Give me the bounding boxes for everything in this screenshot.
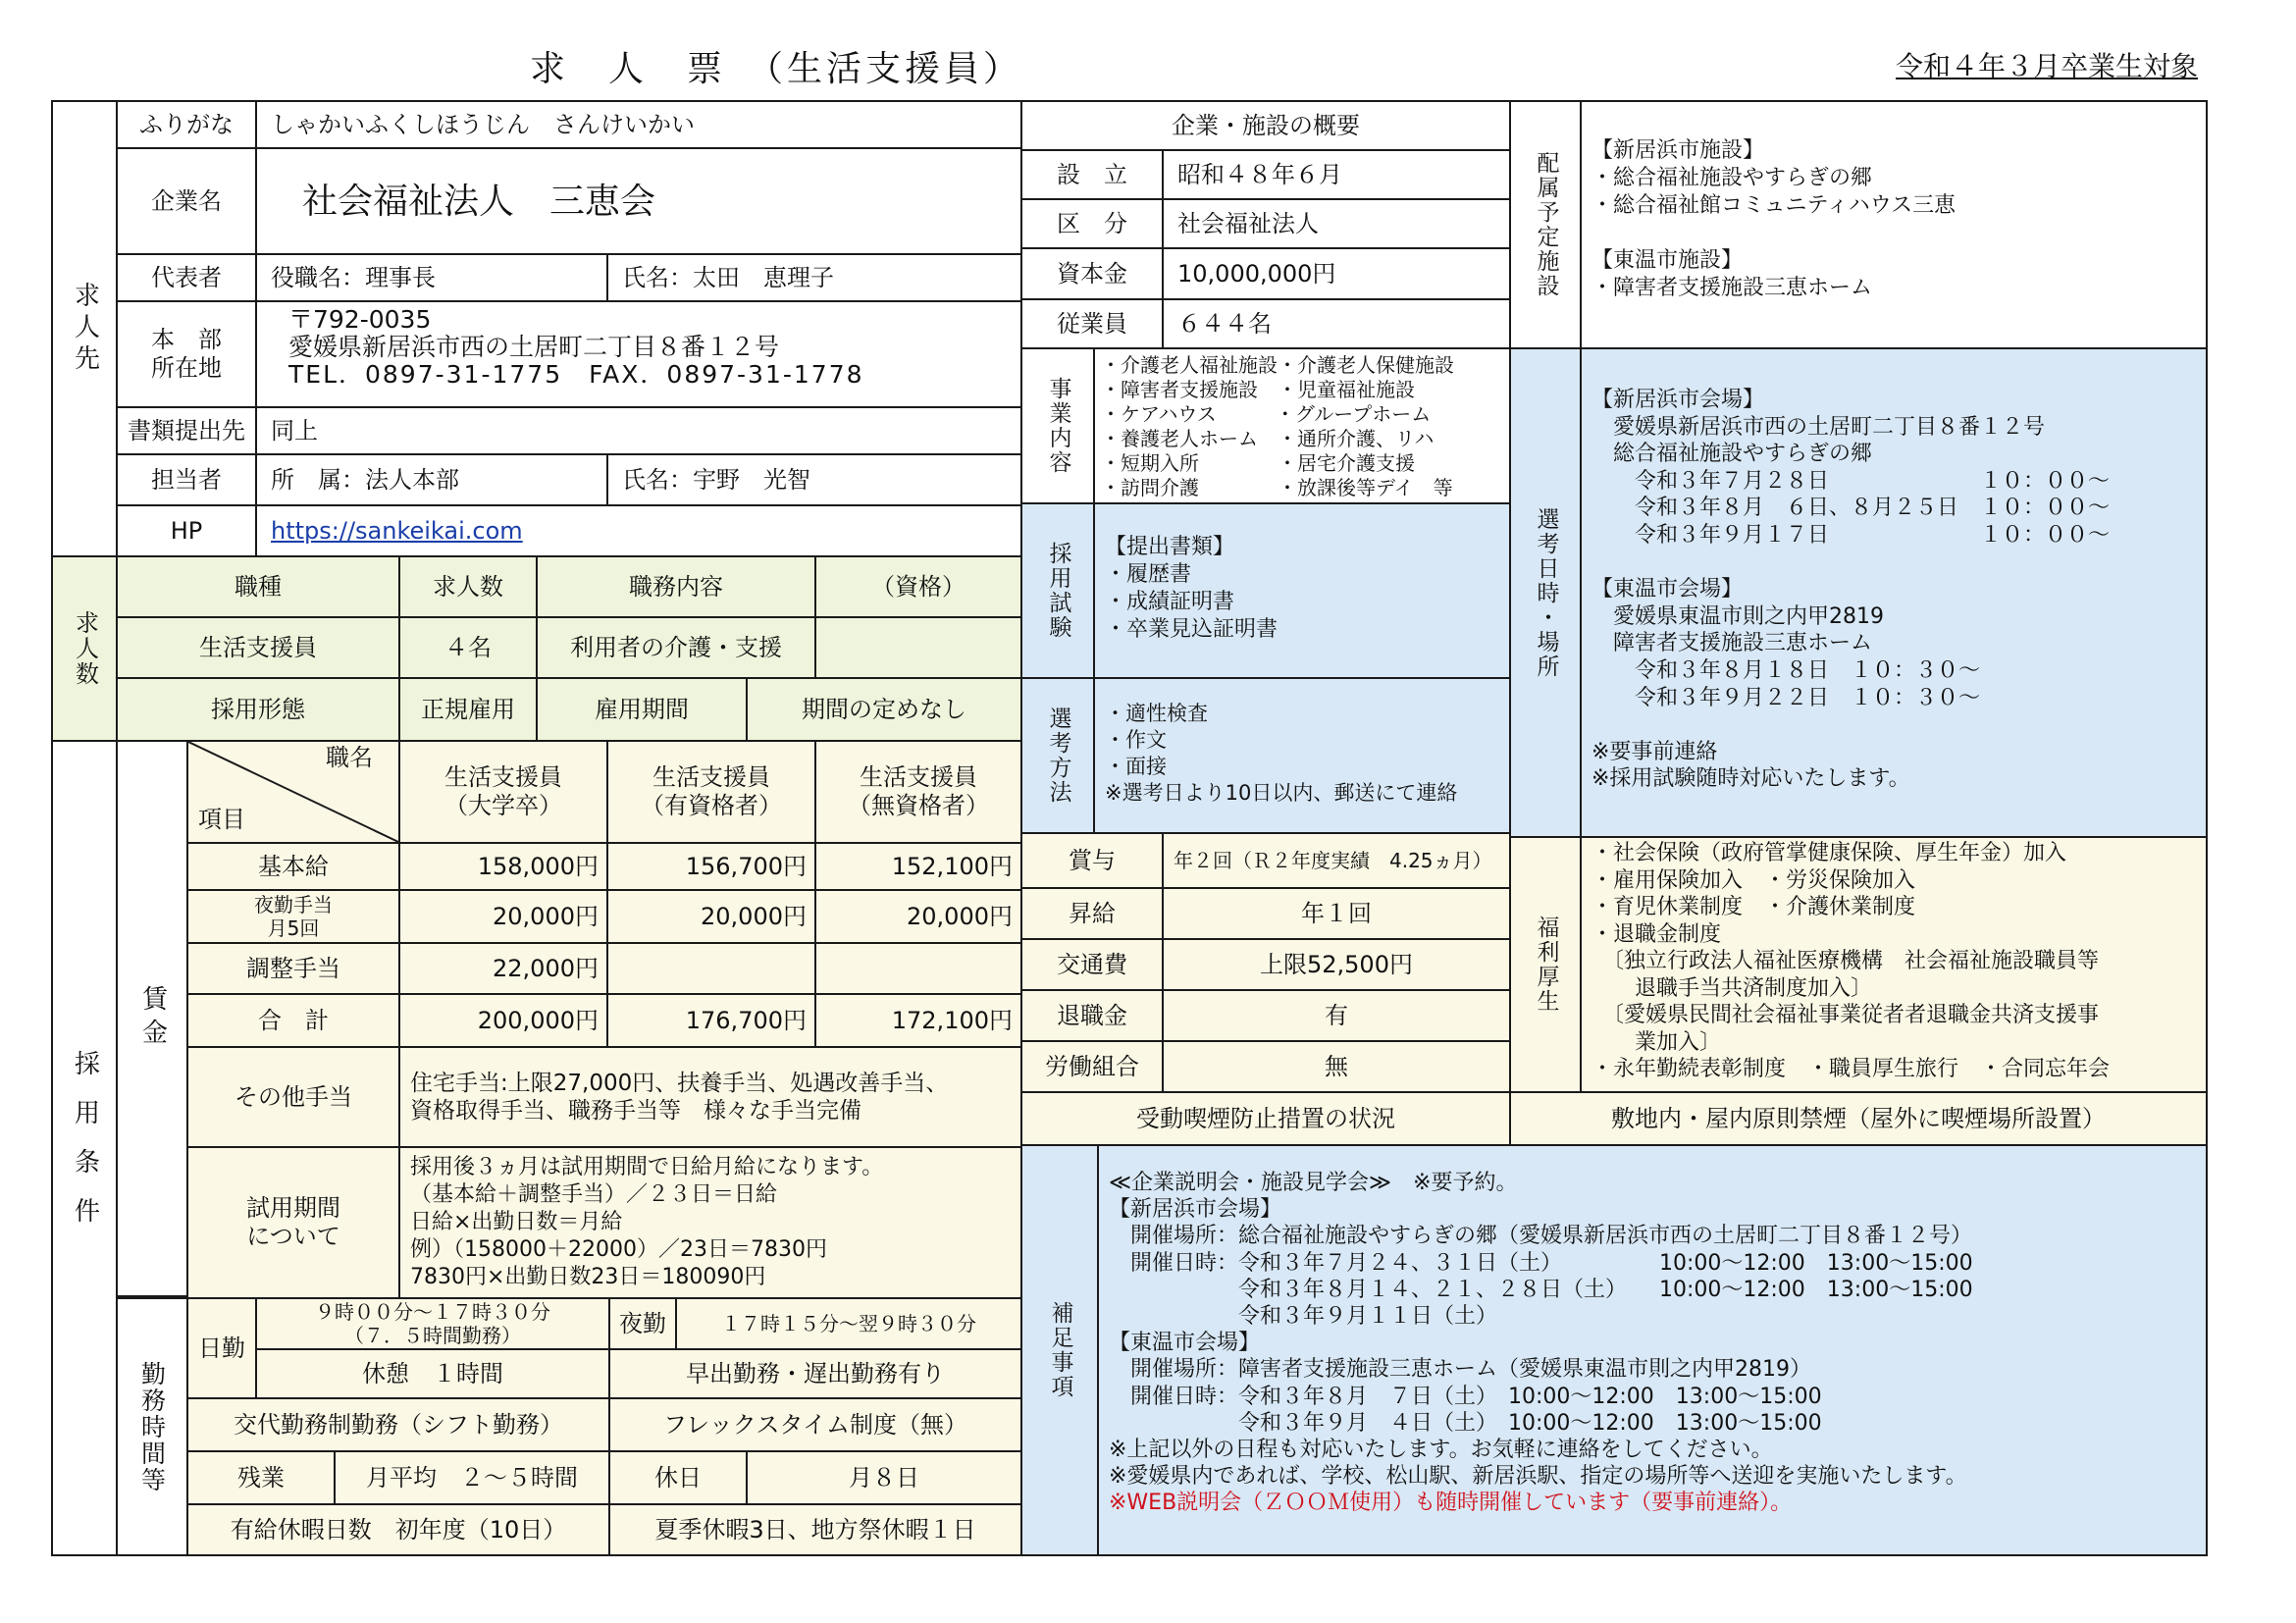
- day-shift-hours: ９時００分～１７時３０分 （７．５時間勤務）: [255, 1297, 610, 1350]
- phone-fax: TEL．0897-31-1775 FAX．0897-31-1778: [288, 360, 864, 389]
- trial-period-content: 採用後３ヵ月は試用期間で日給月給になります。 （基本給＋調整手当）／２３日＝日給 日給×出勤日数＝月給 例）（158000＋22000）／23日＝7830円 7830円×出勤日数23日＝180090円: [398, 1146, 1022, 1299]
- employment-form-value: 正規雇用: [398, 677, 538, 742]
- submission-value: 同上: [255, 406, 1022, 455]
- openings-count-header: 求人数: [398, 555, 538, 618]
- placement-content: 【新居浜市施設】 ・総合福祉施設やすらぎの郷 ・総合福祉館コミュニティハウス三恵 【東温市施設】 ・障害者支援施設三恵ホーム: [1580, 100, 2208, 349]
- wage-corner-cell: [186, 740, 400, 844]
- night-shift-hours: １７時１５分～翌９時３０分: [675, 1297, 1022, 1350]
- hours-label: 勤務時間等: [116, 1297, 188, 1556]
- raise-label: 昇給: [1020, 887, 1164, 940]
- founded-value: 昭和４８年６月: [1162, 149, 1511, 200]
- employment-period-label: 雇用期間: [536, 677, 748, 742]
- schedule-content: 【新居浜市会場】 愛媛県新居浜市西の土居町二丁目８番１２号 総合福祉施設やすらぎの郷 令和３年７月２８日 １０：００～ 令和３年８月 ６日、８月２５日 １０：００～ 令和３年９月１７日 １０：００～ 【東温市会場】 愛媛県東温市則之内甲2819 障害者支援施設三恵ホーム 令和３年８月１８日 １０：３０～ 令和３年９月２２日 １０：３０～ ※要事前連絡 ※採用試験随時対応いたします。: [1580, 347, 2208, 838]
- overtime-value: 月平均 ２～５時間: [334, 1450, 610, 1505]
- paid-leave: 有給休暇日数 初年度（10日）: [186, 1503, 610, 1556]
- break-time: 休憩 １時間: [255, 1348, 610, 1399]
- homepage-label: HP: [116, 504, 257, 557]
- base-pay-qualified: 156,700円: [606, 842, 816, 891]
- qualification-value: [814, 616, 1022, 679]
- adjustment-allowance-university: 22,000円: [398, 942, 608, 995]
- early-late-shift: 早出勤務・遅出勤務有り: [608, 1348, 1022, 1399]
- homepage-cell: [255, 504, 1022, 557]
- employment-period-value: 期間の定めなし: [746, 677, 1022, 742]
- staff-label: 従業員: [1020, 298, 1164, 349]
- smoking-value: 敷地内・屋内原則禁煙（屋外に喫煙場所設置）: [1509, 1091, 2208, 1146]
- bonus-label: 賞与: [1020, 832, 1164, 889]
- placement-label: 配属予定施設: [1509, 100, 1582, 349]
- base-pay-unqualified: 152,100円: [814, 842, 1022, 891]
- openings-count-value: ４名: [398, 616, 538, 679]
- supplement-text: ≪企業説明会・施設見学会≫ ※要予約。 【新居浜市会場】 開催場所：総合福祉施設やすらぎの郷（愛媛県新居浜市西の土居町二丁目８番１２号） 開催日時：令和３年７月２４、３１日（土） 10:00～12:00 13:00～15:00 令和３年８月１４、２１、２８日（土） 10:00～12:00 13:00～15:00 令和３年９月１１日（土） 【東温市会場】 開催場所：障害者支援施設三恵ホーム（愛媛県東温市則之内甲2819） 開催日時：令和３年８月 ７日（土） 10:00～12:00 13:00～15:00 令和３年９月 ４日（土） 10:00～12:00 13:00～15:00 ※上記以外の日程も対応いたします。お気軽に連絡をしてください。 ※愛媛県内であれば、学校、松山駅、新居浜駅、指定の場所等へ送迎を実施いたします。: [1109, 1171, 1973, 1490]
- holiday-value: 月８日: [746, 1450, 1022, 1505]
- web-briefing-note: ※WEB説明会（ＺＯＯＭ使用）も随時開催しています（要事前連絡）。: [1109, 1491, 1793, 1516]
- total-label: 合 計: [186, 993, 400, 1048]
- retirement-label: 退職金: [1020, 989, 1164, 1042]
- exam-docs-label: 採用試験: [1020, 502, 1095, 679]
- headquarters-address: [255, 300, 1022, 408]
- representative-label: 代表者: [116, 253, 257, 302]
- night-shift-label: 夜勤: [608, 1297, 677, 1350]
- union-value: 無: [1162, 1040, 1511, 1093]
- union-label: 労働組合: [1020, 1040, 1164, 1093]
- night-allowance-qualified: 20,000円: [606, 889, 816, 944]
- base-pay-label: 基本給: [186, 842, 400, 891]
- section-openings: 求人数: [51, 555, 118, 742]
- section-recruiter: 求人先: [51, 100, 118, 557]
- furigana-value: しゃかいふくしほうじん さんけいかい: [255, 100, 1022, 149]
- capital-label: 資本金: [1020, 247, 1164, 300]
- welfare-label: 福利厚生: [1509, 836, 1582, 1093]
- night-allowance-university: 20,000円: [398, 889, 608, 944]
- selection-method-label: 選考方法: [1020, 677, 1095, 834]
- transport-value: 上限52,500円: [1162, 938, 1511, 991]
- shift-system: 交代勤務制勤務（シフト勤務）: [186, 1397, 610, 1452]
- holiday-label: 休日: [608, 1450, 748, 1505]
- transport-label: 交通費: [1020, 938, 1164, 991]
- job-type-value: 生活支援員: [116, 616, 400, 679]
- contact-label: 担当者: [116, 453, 257, 506]
- staff-value: ６４４名: [1162, 298, 1511, 349]
- contact-name: 氏名：宇野 光智: [606, 453, 1022, 506]
- col-unqualified: 生活支援員 （無資格者）: [814, 740, 1022, 844]
- total-unqualified: 172,100円: [814, 993, 1022, 1048]
- homepage-link[interactable]: https://sankeikai.com: [271, 516, 523, 545]
- representative-name: 氏名：太田 恵理子: [606, 253, 1022, 302]
- col-university: 生活支援員 （大学卒）: [398, 740, 608, 844]
- qualification-header: （資格）: [814, 555, 1022, 618]
- adjustment-allowance-label: 調整手当: [186, 942, 400, 995]
- supplement-label: 補足事項: [1020, 1144, 1099, 1556]
- exam-docs-content: 【提出書類】 ・履歴書 ・成績証明書 ・卒業見込証明書: [1093, 502, 1511, 679]
- section-conditions: 採用条件: [51, 740, 118, 1556]
- schedule-label: 選考日時・場所: [1509, 347, 1582, 838]
- overview-heading: 企業・施設の概要: [1020, 100, 1511, 151]
- welfare-content: ・社会保険（政府管掌健康保険、厚生年金）加入 ・雇用保険加入 ・労災保険加入 ・育児休業制度 ・介護休業制度 ・退職金制度 〔独立行政法人福祉医療機構 社会福祉施設職員等 退職手当共済制度加入〕 〔愛媛県民間社会福祉事業従者者退職金共済支援事 業加入〕 ・永年勤続表彰制度 ・職員厚生旅行 ・合同忘年会: [1580, 836, 2208, 1093]
- col-qualified: 生活支援員 （有資格者）: [606, 740, 816, 844]
- submission-label: 書類提出先: [116, 406, 257, 455]
- street-address: 愛媛県新居浜市西の土居町二丁目８番１２号: [288, 333, 780, 361]
- overtime-label: 残業: [186, 1450, 336, 1505]
- raise-value: 年１回: [1162, 887, 1511, 940]
- job-type-header: 職種: [116, 555, 400, 618]
- business-content: ・介護老人福祉施設・介護老人保健施設 ・障害者支援施設 ・児童福祉施設 ・ケアハウス ・グループホーム ・養護老人ホーム ・通所介護、リハ ・短期入所 ・居宅介護支援 ・訪問介護 ・放課後等デイ 等: [1093, 347, 1511, 504]
- other-allowances-label: その他手当: [186, 1046, 400, 1148]
- founded-label: 設 立: [1020, 149, 1164, 200]
- corner-job-title: 職名: [326, 744, 373, 771]
- adjustment-allowance-unqualified: [814, 942, 1022, 995]
- corp-type-value: 社会福祉法人: [1162, 198, 1511, 249]
- employment-form-label: 採用形態: [116, 677, 400, 742]
- trial-period-label: 試用期間 について: [186, 1146, 400, 1299]
- total-university: 200,000円: [398, 993, 608, 1048]
- business-label: 事業内容: [1020, 347, 1095, 504]
- adjustment-allowance-qualified: [606, 942, 816, 995]
- base-pay-university: 158,000円: [398, 842, 608, 891]
- other-allowances-content: 住宅手当:上限27,000円、扶養手当、処遇改善手当、 資格取得手当、職務手当等 様々な手当完備: [398, 1046, 1022, 1148]
- flex-time: フレックスタイム制度（無）: [608, 1397, 1022, 1452]
- company-name: 社会福祉法人 三恵会: [255, 147, 1022, 255]
- furigana-label: ふりがな: [116, 100, 257, 149]
- target-graduates: 令和４年３月卒業生対象: [1895, 50, 2198, 82]
- selection-method-content: ・適性検査 ・作文 ・面接 ※選考日より10日以内、郵送にて連絡: [1093, 677, 1511, 834]
- representative-title: 役職名：理事長: [255, 253, 608, 302]
- total-qualified: 176,700円: [606, 993, 816, 1048]
- smoking-label: 受動喫煙防止措置の状況: [1020, 1091, 1511, 1146]
- headquarters-label: 本 部 所在地: [116, 300, 257, 408]
- postal-code: 〒792-0035: [288, 305, 432, 334]
- wage-label: 賃金: [116, 740, 188, 1297]
- corp-type-label: 区 分: [1020, 198, 1164, 249]
- page-title: 求 人 票 （生活支援員）: [530, 49, 1023, 89]
- bonus-value: 年２回（Ｒ２年度実績 4.25ヵ月）: [1162, 832, 1511, 889]
- corner-item: 項目: [198, 806, 245, 833]
- capital-value: 10,000,000円: [1162, 247, 1511, 300]
- duties-header: 職務内容: [536, 555, 816, 618]
- retirement-value: 有: [1162, 989, 1511, 1042]
- supplement-content: [1097, 1144, 2208, 1556]
- company-label: 企業名: [116, 147, 257, 255]
- night-allowance-label: 夜勤手当 月5回: [186, 889, 400, 944]
- day-shift-label: 日勤: [186, 1297, 257, 1399]
- duties-value: 利用者の介護・支援: [536, 616, 816, 679]
- night-allowance-unqualified: 20,000円: [814, 889, 1022, 944]
- contact-department: 所 属：法人本部: [255, 453, 608, 506]
- summer-leave: 夏季休暇3日、地方祭休暇１日: [608, 1503, 1022, 1556]
